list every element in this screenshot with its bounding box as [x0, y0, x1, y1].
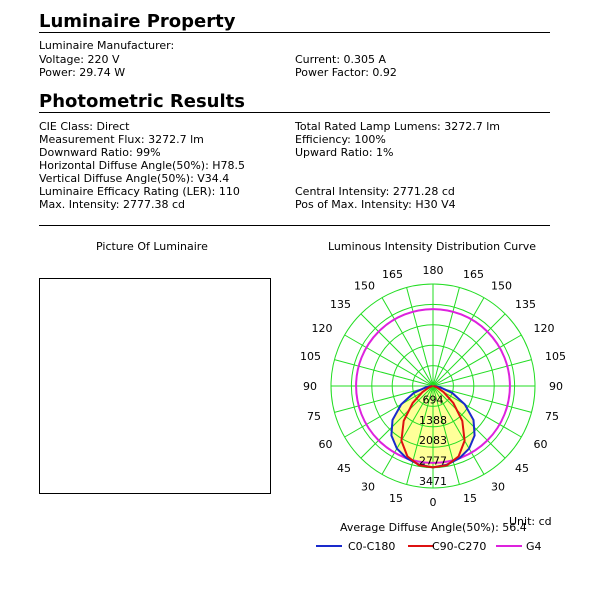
angle-tick-label: 90 — [549, 380, 563, 393]
angle-tick-label: 60 — [318, 438, 333, 451]
legend-swatch-g4 — [496, 545, 522, 547]
horizontal-diffuse-text: Horizontal Diffuse Angle(50%): H78.5 — [39, 159, 246, 172]
legend-swatch-c90-c270 — [408, 545, 434, 547]
grid-spoke — [361, 314, 433, 386]
picture-title: Picture Of Luminaire — [96, 240, 208, 253]
legend-swatch-c0-c180 — [316, 545, 342, 547]
photometric-results-heading: Photometric Results — [39, 91, 245, 112]
angle-tick-label: 75 — [307, 410, 321, 423]
angle-tick-label: 165 — [382, 268, 403, 281]
voltage-text: Voltage: 220 V — [39, 53, 120, 66]
pos-max-intensity-text: Pos of Max. Intensity: H30 V4 — [295, 198, 456, 211]
angle-tick-label: 135 — [330, 298, 351, 311]
current-text: Current: 0.305 A — [295, 53, 387, 66]
downward-ratio-text: Downward Ratio: 99% — [39, 146, 161, 159]
legend-label-c0-c180: C0-C180 — [348, 540, 396, 553]
legend-label-g4: G4 — [526, 540, 542, 553]
max-intensity-text: Max. Intensity: 2777.38 cd — [39, 198, 186, 211]
radial-tick-label: 2777 — [419, 454, 447, 468]
unit-label: Unit: cd — [509, 515, 552, 528]
power-factor-text: Power Factor: 0.92 — [295, 66, 397, 79]
luminaire-property-heading: Luminaire Property — [39, 11, 236, 32]
angle-tick-label: 135 — [515, 298, 536, 311]
radial-tick-label: 2083 — [419, 434, 447, 448]
angle-tick-label: 150 — [354, 279, 375, 293]
angle-tick-label: 30 — [491, 480, 505, 494]
angle-tick-label: 45 — [515, 462, 529, 475]
radial-tick-label: 694 — [422, 393, 444, 407]
radial-tick-label: 1388 — [419, 413, 447, 427]
angle-tick-label: 60 — [533, 438, 548, 451]
angle-tick-label: 150 — [491, 279, 512, 293]
average-diffuse-angle-text: Average Diffuse Angle(50%): 56.4 — [340, 521, 527, 534]
angle-tick-label: 120 — [533, 322, 555, 335]
grid-spoke — [382, 298, 433, 386]
cie-class-text: CIE Class: Direct — [39, 120, 130, 133]
angle-tick-label: 105 — [300, 350, 321, 363]
angle-tick-label: 105 — [545, 350, 566, 363]
angle-tick-label: 90 — [303, 380, 317, 393]
legend-label-c90-c270: C90-C270 — [432, 540, 487, 553]
angle-tick-label: 0 — [429, 496, 437, 509]
grid-spoke — [433, 335, 521, 386]
angle-tick-label: 15 — [389, 492, 403, 505]
angle-tick-label: 120 — [311, 322, 333, 335]
angle-tick-label: 75 — [545, 410, 559, 423]
central-intensity-text: Central Intensity: 2771.28 cd — [295, 185, 455, 198]
angle-tick-label: 30 — [361, 480, 375, 494]
power-text: Power: 29.74 W — [39, 66, 126, 79]
efficiency-text: Efficiency: 100% — [295, 133, 386, 146]
vertical-diffuse-text: Vertical Diffuse Angle(50%): V34.4 — [39, 172, 230, 185]
angle-tick-label: 165 — [463, 268, 484, 281]
manufacturer-text: Luminaire Manufacturer: — [39, 39, 175, 52]
total-lumens-text: Total Rated Lamp Lumens: 3272.7 lm — [295, 120, 501, 133]
ler-text: Luminaire Efficacy Rating (LER): 110 — [39, 185, 240, 198]
grid-spoke — [433, 287, 459, 386]
grid-spoke — [433, 360, 532, 386]
grid-spoke — [345, 335, 433, 386]
angle-tick-label: 45 — [337, 462, 351, 475]
angle-tick-label: 15 — [463, 492, 477, 505]
angle-tick-label: 180 — [422, 264, 444, 277]
radial-tick-label: 3471 — [419, 475, 447, 488]
grid-spoke — [407, 287, 433, 386]
grid-spoke — [433, 314, 505, 386]
measurement-flux-text: Measurement Flux: 3272.7 lm — [39, 133, 204, 146]
chart-title: Luminous Intensity Distribution Curve — [328, 240, 537, 253]
grid-spoke — [433, 298, 484, 386]
grid-spoke — [334, 360, 433, 386]
upward-ratio-text: Upward Ratio: 1% — [295, 146, 394, 159]
